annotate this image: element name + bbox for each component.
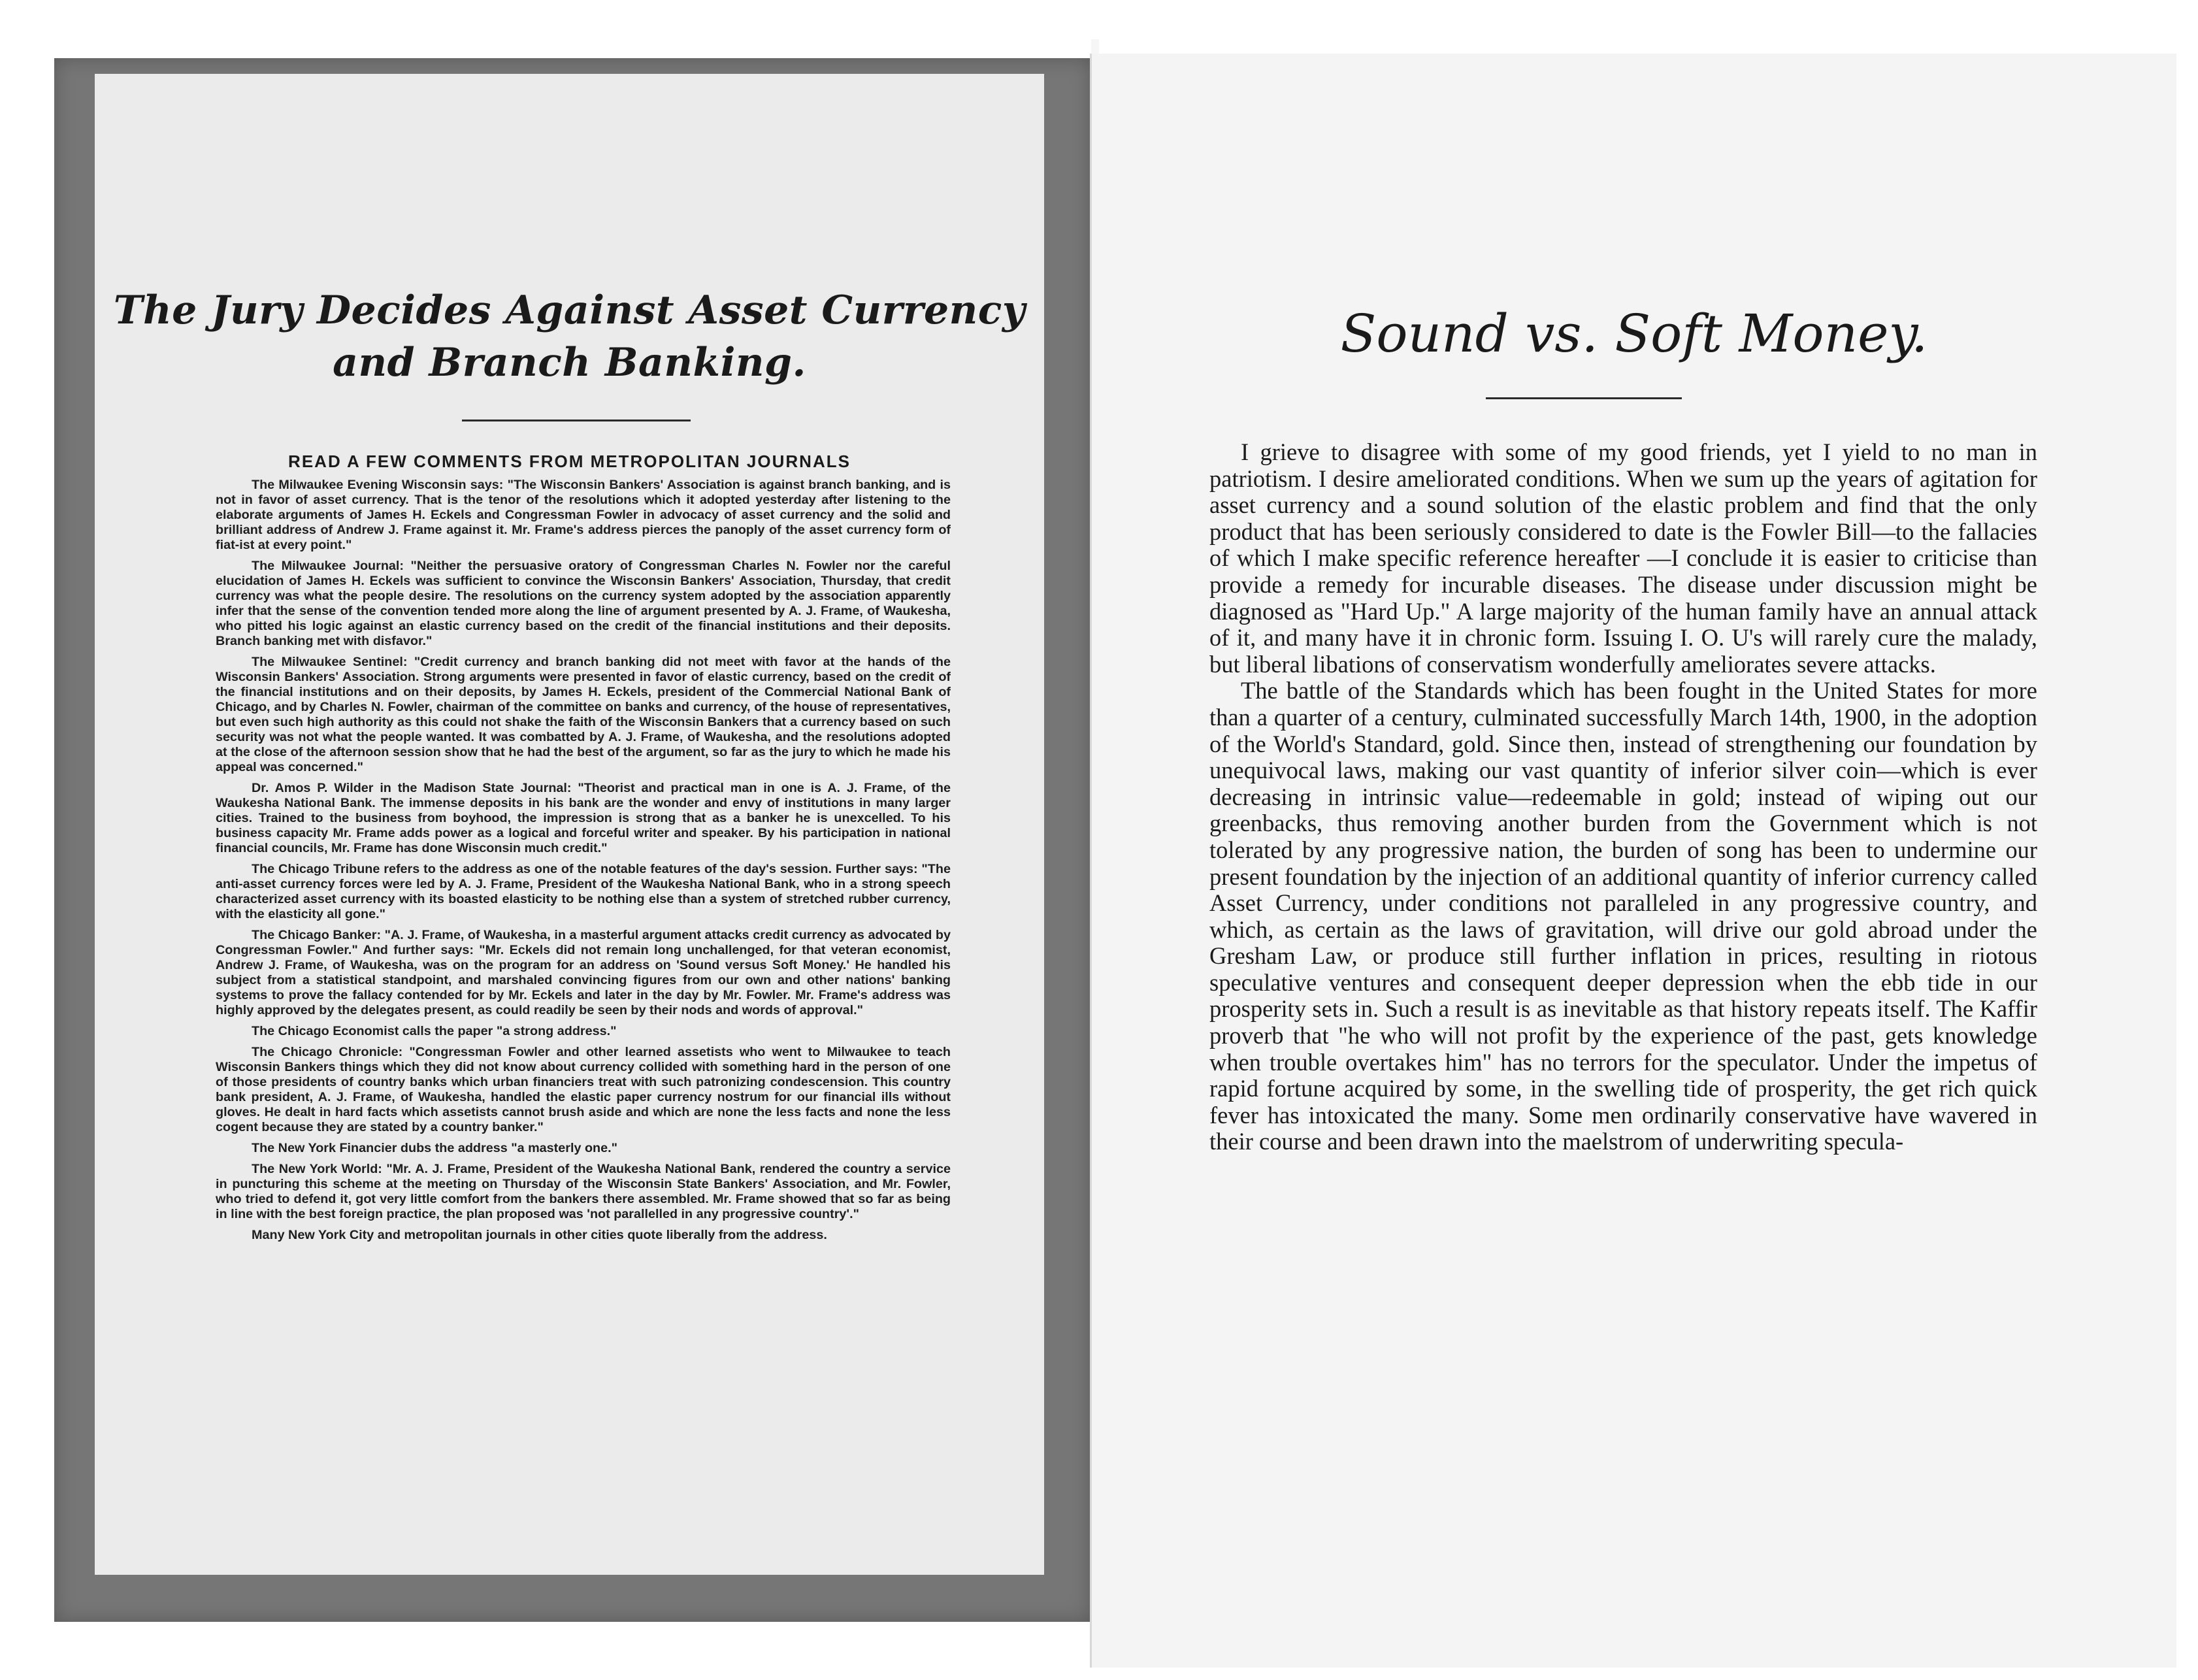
press-comment	[216, 928, 951, 1018]
press-quote: dubs the address "a masterly one."	[397, 1141, 618, 1155]
left-title-divider	[462, 420, 691, 421]
body-paragraph: The battle of the Standards which has been fought in the United States for more than a quarter of a century, culminated successfully March 14th, 1900, in the adoption of the World's Standard, gold. Since then, instead of strengthening our foundation by unequivocal laws, making our vast quantity of inferior silver coin—which is ever decreasing in intrinsic value—redeemable in gold; instead of wiping out our greenbacks, thus removing another burden from the Government which is not tolerated by any progressive nation, the burden of song has been to undermine our present foundation by the injection of an additional quantity of inferior currency called Asset Currency, under conditions not paralleled in any progressive country, and which, as certain as the laws of gravitation, will drive our gold abroad under the Gresham Law, or produce still further inflation in prices, resulting in riotous speculative ventures and consequent deeper depression when the ebb tide in our prosperity sets in. Such a result is as inevitable as that history repeats itself. The Kaffir proverb that "he who will not profit by the experience of the past, gets knowledge when trouble overtakes him" has no terrors for the speculator. Under the impetus of rapid fortune acquired by some, in the swelling tide of prosperity, the get rich quick fever has intoxicated the many. Some men ordinarily conservative have wavered in their course and been drawn into the maelstrom of underwriting specula-	[1209, 677, 2037, 1155]
right-page-body	[1209, 439, 2037, 1155]
body-paragraph: I grieve to disagree with some of my good friends, yet I yield to no man in patriotism. I desire ameliorated conditions. When we sum up the years of agitation for asset currency and a sound solution of the elastic problem and find that the only product that has been seriously considered to date is the Fowler Bill—to the fallacies of which I make specific reference hereafter —I conclude it is easier to criticise than provide a remedy for incurable diseases. The disease under discussion might be diagnosed as "Hard Up." A large majority of the human family have an annual attack of it, and many have it in chronic form. Issuing I. O. U's will rarely cure the malady, but liberal libations of conservatism wonderfully ameliorates severe attacks.	[1209, 438, 2037, 678]
press-source: The Chicago Banker:	[252, 928, 382, 942]
left-title-line-1: The Jury Decides Against Asset Currency	[113, 288, 1026, 333]
press-source: The Milwaukee Sentinel:	[252, 655, 408, 669]
left-page-board	[54, 58, 1091, 1622]
left-page-sheet	[95, 74, 1044, 1575]
right-page	[1090, 54, 2176, 1668]
press-quote: Many New York City and metropolitan journals in other cities quote liberally from the address.	[252, 1228, 827, 1242]
press-quote: "Theorist and practical man in one is A. J. Frame, of the Waukesha National Bank. The immense deposits in his bank are the wonder and envy of institutions in many larger cities. Trained to the business from boyhood, the impression is strong that as a banker he is unexcelled. To his business capacity Mr. Frame adds power as a logical and forceful writer and speaker. By his participation in national financial councils, Mr. Frame has done Wisconsin much credit."	[216, 781, 951, 855]
press-source: The Milwaukee Evening Wisconsin	[252, 478, 467, 492]
press-quote: "Mr. A. J. Frame, President of the Waukesha National Bank, rendered the country a service in puncturing this scheme at the meeting on Thursday of the Wisconsin State Bankers' Association, and Mr. Fowler, who tried to defend it, got very little comfort from the bankers there assembled. Mr. Frame showed that so far as being in line with the best foreign practice, the plan proposed was 'not parallelled in any progressive country'."	[216, 1162, 951, 1221]
press-quote: refers to the address as one of the notable features of the day's session. Further says: "The anti-asset currency forces were led by A. J. Frame, President of the Waukesha National Bank, who in a strong speech characterized asset currency with its boasted elasticity to be nothing else than a system of stretched rubber currency, with the elasticity all gone."	[216, 862, 951, 921]
press-source: Dr. Amos P. Wilder in the Madison State Journal:	[252, 781, 572, 795]
left-title-line-2: and Branch Banking.	[333, 340, 806, 386]
press-quote: "Credit currency and branch banking did not meet with favor at the hands of the Wisconsin Bankers' Association. Strong arguments were presented in favor of elastic currency, based on the credit of the financial institutions and on their deposits, by James H. Eckels, president of the Commercial National Bank of Chicago, and by Charles N. Fowler, chairman of the committee on banks and currency, of the house of representatives, but even such high authority as this could not shake the faith of the Wisconsin Bankers that a currency based on such security was not what the people wanted. It was combatted by A. J. Frame, of Waukesha, and the resolutions adopted at the close of the afternoon session show that he had the best of the argument, so far as the jury to which he made his appeal was concerned."	[216, 655, 951, 774]
press-source: The Milwaukee Journal:	[252, 559, 404, 573]
press-source: The Chicago Tribune	[252, 862, 380, 876]
press-quote: "A. J. Frame, of Waukesha, in a masterful argument attacks credit currency as advocated by Congressman Fowler." And further says: "Mr. Eckels did not remain long unchallenged, for that veteran economist, Andrew J. Frame, of Waukesha, was on the program for an address on 'Sound versus Soft Money.' He handled his subject from a statistical standpoint, and marshaled convincing figures from our own and other nations' banking systems to prove the fallacy contended for by Mr. Eckels and later in the day by Mr. Fowler. Mr. Frame's address was highly approved by the delegates present, as could readily be seen by their nods and words of approval."	[216, 928, 951, 1017]
press-comment	[216, 1045, 951, 1135]
press-source: The New York World:	[252, 1162, 382, 1176]
press-comment	[216, 1141, 951, 1156]
left-page-title	[95, 284, 1044, 389]
press-quote: "Congressman Fowler and other learned assetists who went to Milwaukee to teach Wisconsin Bankers things which they did not know about currency collided with something hard in the person of one of those presidents of country banks which urban financiers treat with such patronizing condescension. This country bank president, A. J. Frame, of Waukesha, handled the elastic paper currency nostrum for our financial ills without gloves. He dealt in hard facts which assetists cannot brush aside and which are none the less facts and none the less cogent because they are stated by a country banker."	[216, 1045, 951, 1134]
press-quote: says: "The Wisconsin Bankers' Association is against branch banking, and is not in favor of asset currency. That is the tenor of the resolutions which it adopted yesterday after listening to the elaborate arguments of James H. Eckels and Congressman Fowler in advocacy of asset currency and the solid and brilliant address of Andrew J. Frame against it. Mr. Frame's address pierces the panoply of the asset currency form of fiat-ist at every point."	[216, 478, 951, 552]
press-quote: calls the paper "a strong address."	[399, 1024, 617, 1038]
press-comment	[216, 478, 951, 553]
press-closing-note	[216, 1228, 951, 1243]
press-source: The New York Financier	[252, 1141, 397, 1155]
press-comment	[216, 559, 951, 649]
press-comment	[216, 655, 951, 775]
press-comment	[216, 862, 951, 922]
press-comment	[216, 1024, 951, 1039]
press-source: The Chicago Economist	[252, 1024, 399, 1038]
press-source: The Chicago Chronicle:	[252, 1045, 403, 1059]
right-page-title: Sound vs. Soft Money.	[1340, 303, 1928, 364]
press-comment	[216, 1162, 951, 1222]
section-heading: READ A FEW COMMENTS FROM METROPOLITAN JOURNALS	[288, 452, 851, 471]
press-comment	[216, 781, 951, 856]
press-quote: "Neither the persuasive oratory of Congressman Charles N. Fowler nor the careful elucidation of James H. Eckels was sufficient to convince the Wisconsin Bankers' Association, Thursday, that credit currency was what the people desire. The resolutions on the currency system adopted by the association apparently infer that the sense of the convention tended more along the line of argument presented by A. J. Frame, of Waukesha, who pitted his logic against an elastic currency based on the credit of the financial institutions and their deposits. Branch banking met with disfavor."	[216, 559, 951, 648]
right-title-divider	[1486, 397, 1682, 399]
press-comments	[216, 478, 951, 1249]
